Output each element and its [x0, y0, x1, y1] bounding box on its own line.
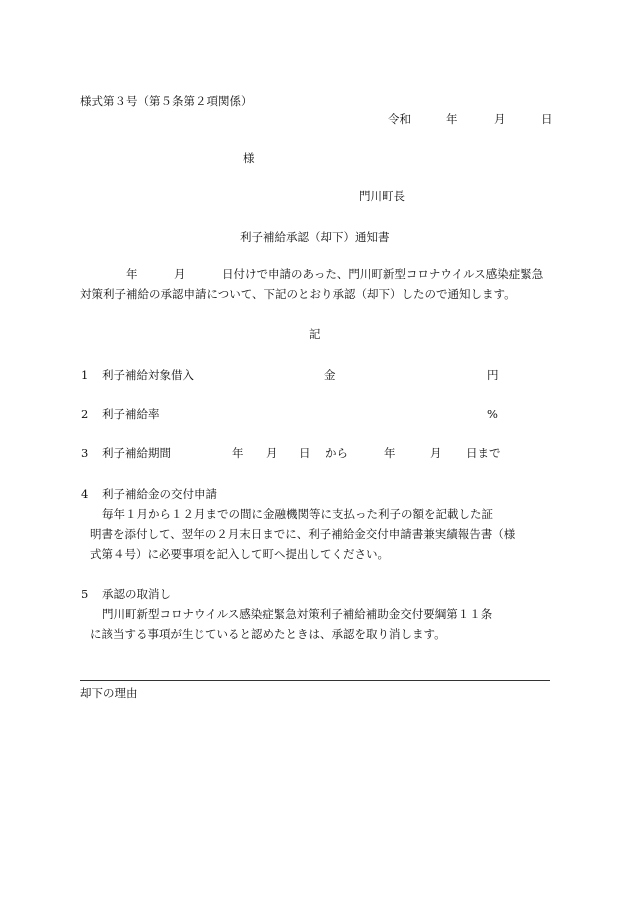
- from-day: 日: [299, 446, 311, 460]
- item-label: 利子補給期間: [102, 446, 171, 460]
- to-year: 年: [384, 446, 396, 460]
- intro-line2: 対策利子補給の承認申請について、下記のとおり承認（却下）したので通知します。: [80, 287, 516, 301]
- yen-unit: 円: [487, 368, 499, 382]
- rejection-reason-label: 却下の理由: [80, 686, 138, 700]
- item-body-line2: に該当する事項が生じていると認めたときは、承認を取り消します。: [90, 627, 446, 641]
- kin-label: 金: [324, 368, 336, 382]
- item-number: 4: [81, 487, 89, 501]
- item-body-line1: 毎年１月から１２月までの間に金融機関等に支払った利子の額を記載した証: [102, 507, 493, 521]
- item-number: 1: [81, 368, 89, 382]
- document-title: 利子補給承認（却下）通知書: [240, 230, 390, 244]
- item-label: 利子補給対象借入: [102, 368, 194, 382]
- addressee-suffix: 様: [243, 151, 255, 165]
- date-day: 日: [541, 112, 553, 126]
- from-year: 年: [232, 446, 244, 460]
- percent-unit: %: [487, 407, 498, 421]
- date-month: 月: [494, 112, 506, 126]
- from-month: 月: [266, 446, 278, 460]
- to-day: 日まで: [466, 446, 501, 460]
- date-era: 令和: [388, 112, 411, 126]
- item-body-line2: 明書を添付して、翌年の２月末日までに、利子補給金交付申請書兼実績報告書（様: [90, 527, 516, 541]
- intro-line1: 日付けで申請のあった、門川町新型コロナウイルス感染症緊急: [222, 267, 544, 281]
- item-heading: 承認の取消し: [102, 587, 171, 601]
- item-body-line1: 門川町新型コロナウイルス感染症緊急対策利子補給補助金交付要綱第１１条: [102, 607, 493, 621]
- issuer: 門川町長: [359, 189, 405, 203]
- divider-line: [80, 680, 550, 681]
- intro-year: 年: [126, 267, 138, 281]
- intro-month: 月: [174, 267, 186, 281]
- kara-label: から: [325, 446, 348, 460]
- item-body-line3: 式第４号）に必要事項を記入して町へ提出してください。: [90, 547, 389, 561]
- item-number: 5: [81, 587, 89, 601]
- ki-heading: 記: [309, 327, 321, 341]
- form-number: 様式第３号（第５条第２項関係）: [80, 94, 253, 108]
- date-year: 年: [446, 112, 458, 126]
- item-number: 2: [81, 407, 89, 421]
- to-month: 月: [430, 446, 442, 460]
- item-number: 3: [81, 446, 89, 460]
- item-label: 利子補給率: [102, 407, 160, 421]
- item-heading: 利子補給金の交付申請: [102, 487, 217, 501]
